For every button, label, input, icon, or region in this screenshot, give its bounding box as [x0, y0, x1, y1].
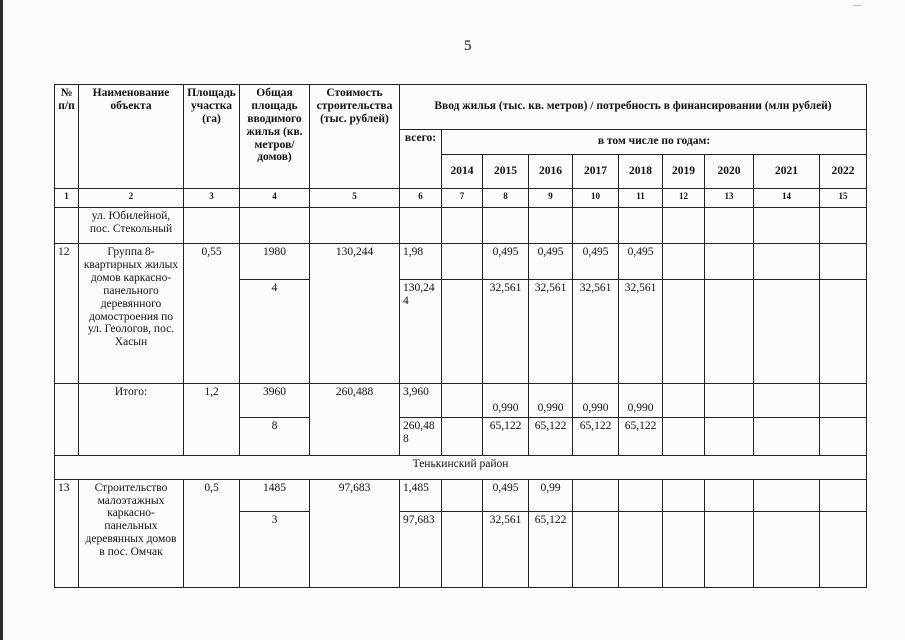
- col-number: 10: [573, 188, 619, 207]
- row-area: 1,2: [184, 384, 240, 456]
- year-2022: 2022: [820, 155, 867, 189]
- col-number: 2: [79, 188, 184, 207]
- year-value: [705, 280, 754, 384]
- year-value: [573, 479, 619, 511]
- housing-table: [54, 84, 867, 588]
- row-houses: 8: [240, 418, 310, 456]
- year-value: 65,122: [529, 418, 573, 456]
- year-value: 32,561: [483, 511, 529, 587]
- col-number: 4: [240, 188, 310, 207]
- year-value: 0,495: [483, 244, 529, 280]
- row-cost: 260,488: [310, 384, 400, 456]
- continuation-name: ул. Юбилейной, пос. Стекольный: [79, 208, 184, 244]
- col-number: 11: [619, 188, 663, 207]
- year-value: [754, 479, 820, 511]
- year-value: 0,495: [529, 244, 573, 280]
- year-value: 65,122: [529, 511, 573, 587]
- year-value: [705, 418, 754, 456]
- row-total-top: 3,960: [400, 384, 442, 418]
- year-value: 0,990: [573, 384, 619, 418]
- year-value: [663, 384, 705, 418]
- year-value: [754, 418, 820, 456]
- year-value: [663, 511, 705, 587]
- year-value: [442, 280, 483, 384]
- year-value: [754, 511, 820, 587]
- header-total-area: Общая площадь вводимого жилья (кв. метров/ домов): [240, 85, 310, 189]
- year-value: [820, 479, 867, 511]
- year-value: [820, 511, 867, 587]
- year-value: [573, 511, 619, 587]
- year-value: [820, 384, 867, 418]
- table-row: [55, 244, 867, 280]
- year-value: 0,99: [529, 479, 573, 511]
- year-value: [705, 384, 754, 418]
- year-2018: 2018: [619, 155, 663, 189]
- col-number: 14: [754, 188, 820, 207]
- year-2019: 2019: [663, 155, 705, 189]
- year-value: 0,990: [483, 384, 529, 418]
- row-total-top: 1,485: [400, 479, 442, 511]
- header-object-name: Наименование объекта: [79, 85, 184, 189]
- col-number: 12: [663, 188, 705, 207]
- row-cost: 130,244: [310, 244, 400, 384]
- row-num: [55, 384, 79, 456]
- row-total-bottom: 97,683: [400, 511, 442, 587]
- row-name: Строительство малоэтажных каркасно-панельных деревянных домов в пос. Омчак: [79, 479, 184, 587]
- year-value: [619, 511, 663, 587]
- scan-mark: —: [853, 0, 861, 9]
- header-total: всего:: [400, 129, 442, 188]
- year-value: [663, 479, 705, 511]
- col-number: 8: [483, 188, 529, 207]
- row-sqm: 1980: [240, 244, 310, 280]
- year-value: [754, 384, 820, 418]
- year-value: 0,990: [529, 384, 573, 418]
- year-2017: 2017: [573, 155, 619, 189]
- year-value: [820, 418, 867, 456]
- row-sqm: 3960: [240, 384, 310, 418]
- row-houses: 4: [240, 280, 310, 384]
- year-value: 32,561: [573, 280, 619, 384]
- header-num: № п/п: [55, 85, 79, 189]
- year-value: [663, 280, 705, 384]
- year-value: [663, 244, 705, 280]
- year-value: 0,495: [483, 479, 529, 511]
- year-value: 0,990: [619, 384, 663, 418]
- year-value: 0,495: [619, 244, 663, 280]
- year-2014: 2014: [442, 155, 483, 189]
- year-value: 32,561: [529, 280, 573, 384]
- year-value: 0,495: [573, 244, 619, 280]
- section-title: Тенькинский район: [55, 456, 867, 479]
- col-number: 5: [310, 188, 400, 207]
- col-number: 3: [184, 188, 240, 207]
- row-total-top: 1,98: [400, 244, 442, 280]
- year-2021: 2021: [754, 155, 820, 189]
- year-value: [442, 244, 483, 280]
- year-2016: 2016: [529, 155, 573, 189]
- year-value: [663, 418, 705, 456]
- year-value: [705, 479, 754, 511]
- col-number: 13: [705, 188, 754, 207]
- row-total-bottom: 130,244: [400, 280, 442, 384]
- row-name: Итого:: [79, 384, 184, 456]
- row-cost: 97,683: [310, 479, 400, 587]
- year-value: [820, 280, 867, 384]
- year-value: [705, 511, 754, 587]
- row-area: 0,5: [184, 479, 240, 587]
- column-number-row: [55, 188, 867, 207]
- col-number: 9: [529, 188, 573, 207]
- year-value: 32,561: [619, 280, 663, 384]
- row-total-bottom: 260,488: [400, 418, 442, 456]
- year-value: 65,122: [619, 418, 663, 456]
- total-row: [55, 384, 867, 418]
- year-2020: 2020: [705, 155, 754, 189]
- year-value: 32,561: [483, 280, 529, 384]
- year-value: [820, 244, 867, 280]
- row-num: 12: [55, 244, 79, 384]
- col-number: 6: [400, 188, 442, 207]
- year-2015: 2015: [483, 155, 529, 189]
- year-value: 65,122: [573, 418, 619, 456]
- row-name: Группа 8-квартирных жилых домов каркасно-панельного деревянного домостроения по ул. Геологов, пос. Хасын: [79, 244, 184, 384]
- year-value: [442, 479, 483, 511]
- header-cost: Стоимость строительства (тыс. рублей): [310, 85, 400, 189]
- row-num: 13: [55, 479, 79, 587]
- scan-left-edge: [0, 0, 3, 640]
- year-value: [754, 280, 820, 384]
- header-by-years: в том числе по годам:: [442, 129, 867, 154]
- year-value: [754, 244, 820, 280]
- row-area: 0,55: [184, 244, 240, 384]
- header-input-group: Ввод жилья (тыс. кв. метров) / потребность в финансировании (млн рублей): [400, 85, 867, 130]
- section-row: [55, 456, 867, 479]
- header-area: Площадь участка (га): [184, 85, 240, 189]
- row-houses: 3: [240, 511, 310, 587]
- col-number: 1: [55, 188, 79, 207]
- col-number: 15: [820, 188, 867, 207]
- page-number: 5: [464, 38, 472, 54]
- col-number: 7: [442, 188, 483, 207]
- year-value: [442, 511, 483, 587]
- year-value: 65,122: [483, 418, 529, 456]
- year-value: [442, 418, 483, 456]
- year-value: [619, 479, 663, 511]
- row-sqm: 1485: [240, 479, 310, 511]
- year-value: [442, 384, 483, 418]
- continuation-row: [55, 208, 867, 244]
- year-value: [705, 244, 754, 280]
- table-row: [55, 479, 867, 511]
